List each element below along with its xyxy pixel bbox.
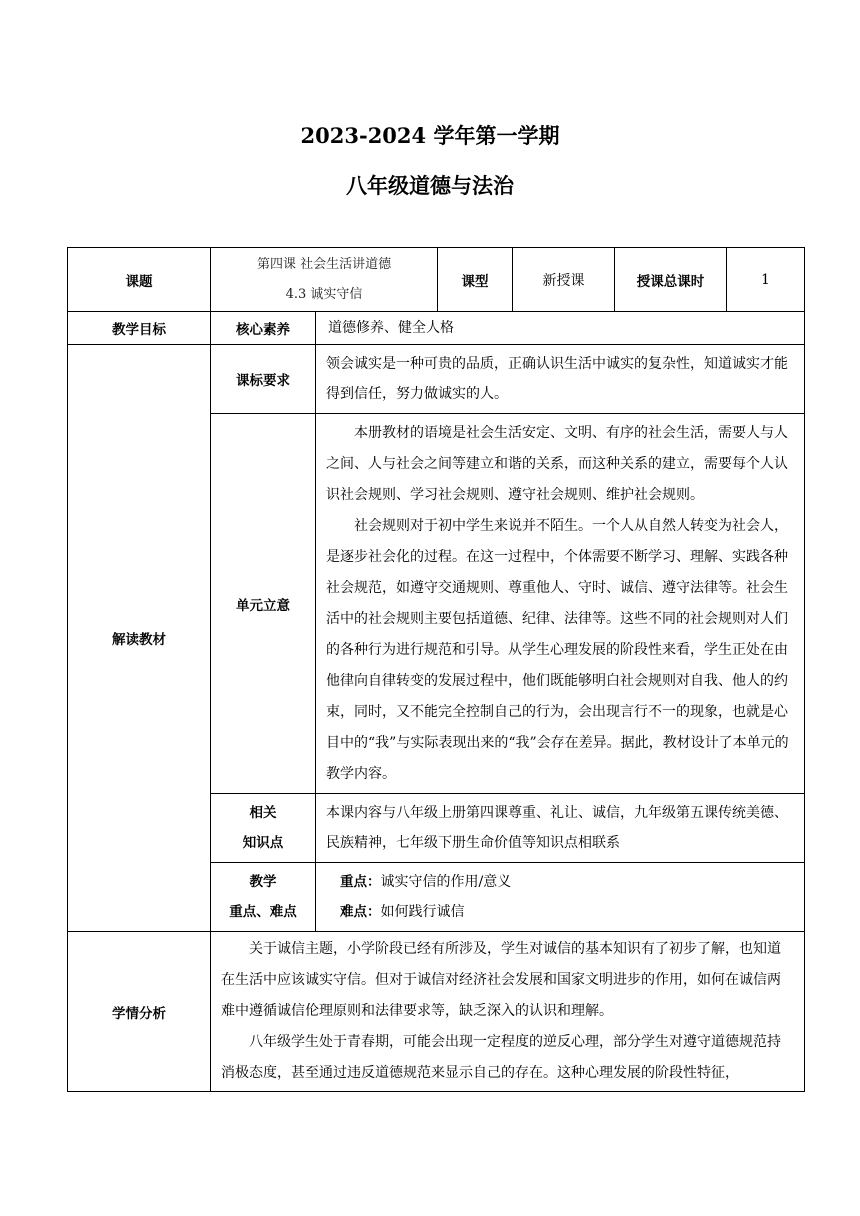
difficult-point-label: 难点： — [340, 904, 381, 920]
analysis-label: 学情分析 — [68, 932, 211, 1092]
curriculum-row — [68, 345, 805, 414]
topic-label: 课题 — [68, 248, 211, 312]
lesson-title: 第四课 社会生活讲道德 — [256, 256, 392, 272]
unit-paragraph-2: 社会规则对于初中学生来说并不陌生。一个人从自然人转变为社会人，是逐步社会化的过程。在这一过程中，个体需要不断学习、理解、实践各种社会规范，如遵守交通规则、尊重他人、守时、诚信、遵守法律等。社会生活中的社会规则主要包括道德、纪律、法律等。这些不同的社会规则对人们的各种行为进行规范和引导。从学生心理发展的阶段性来看，学生正处在由他律向自律转变的发展过程中，他们既能够明白社会规则对自我、他人的约束，同时，又不能完全控制自己的行为，会出现言行不一的现象，也就是心目中的“我”与实际表现出来的“我”会存在差异。据此，教材设计了本单元的教学内容。 — [326, 517, 789, 782]
related-label — [211, 794, 316, 863]
section-title: 4.3 诚实守信 — [285, 286, 363, 302]
document-subtitle: 八年级道德与法治 — [346, 173, 514, 198]
analysis-paragraph-2: 八年级学生处于青春期，可能会出现一定程度的逆反心理，部分学生对遵守道德规范持消极态度，甚至通过违反道德规范来显示自己的存在。这种心理发展的阶段性特征， — [221, 1034, 781, 1081]
analysis-paragraph-1: 关于诚信主题，小学阶段已经有所涉及，学生对诚信的基本知识有了初步了解，也知道在生活中应该诚实守信。但对于诚信对经济社会发展和国家文明进步的作用，如何在诚信两难中遵循诚信伦理原则和法律要求等，缺乏深入的认识和理解。 — [221, 941, 781, 1019]
core-literacy-value: 道德修养、健全人格 — [316, 312, 805, 345]
difficult-point — [340, 897, 794, 927]
unit-label: 单元立意 — [211, 414, 316, 794]
core-literacy-label: 核心素养 — [211, 312, 316, 345]
key-point-label: 重点： — [340, 874, 381, 890]
goal-row — [68, 312, 805, 345]
hours-label: 授课总课时 — [615, 248, 727, 312]
related-label-line1: 相关 — [249, 805, 277, 821]
difficult-point-value: 如何践行诚信 — [380, 904, 465, 920]
curriculum-label: 课标要求 — [211, 345, 316, 414]
keypoints-text — [316, 863, 805, 932]
related-label-line2: 知识点 — [242, 835, 284, 851]
unit-paragraph-1: 本册教材的语境是社会生活安定、文明、有序的社会生活，需要人与人之间、人与社会之间等建立和谐的关系，而这种关系的建立，需要每个人认识社会规则、学习社会规则、遵守社会规则、维护社会规则。 — [326, 424, 788, 503]
type-value: 新授课 — [513, 248, 615, 312]
topic-row — [68, 248, 805, 312]
related-text: 本课内容与八年级上册第四课尊重、礼让、诚信，九年级第五课传统美德、民族精神，七年级下册生命价值等知识点相联系 — [316, 794, 805, 863]
keypoints-label — [211, 863, 316, 932]
type-label: 课型 — [438, 248, 513, 312]
material-label: 解读教材 — [68, 345, 211, 932]
hours-value: 1 — [727, 248, 805, 312]
lesson-plan-table — [67, 247, 805, 1092]
document-title: 2023-2024 学年第一学期 — [300, 123, 560, 148]
key-point — [340, 867, 794, 897]
analysis-row — [68, 932, 805, 1092]
key-point-value: 诚实守信的作用/意义 — [380, 874, 512, 890]
keypoints-label-line1: 教学 — [249, 874, 277, 890]
curriculum-text: 领会诚实是一种可贵的品质，正确认识生活中诚实的复杂性，知道诚实才能得到信任，努力做诚实的人。 — [316, 345, 805, 414]
unit-text — [316, 414, 805, 794]
analysis-text — [211, 932, 805, 1092]
keypoints-label-line2: 重点、难点 — [229, 904, 297, 920]
topic-value — [211, 248, 438, 312]
goal-label: 教学目标 — [68, 312, 211, 345]
